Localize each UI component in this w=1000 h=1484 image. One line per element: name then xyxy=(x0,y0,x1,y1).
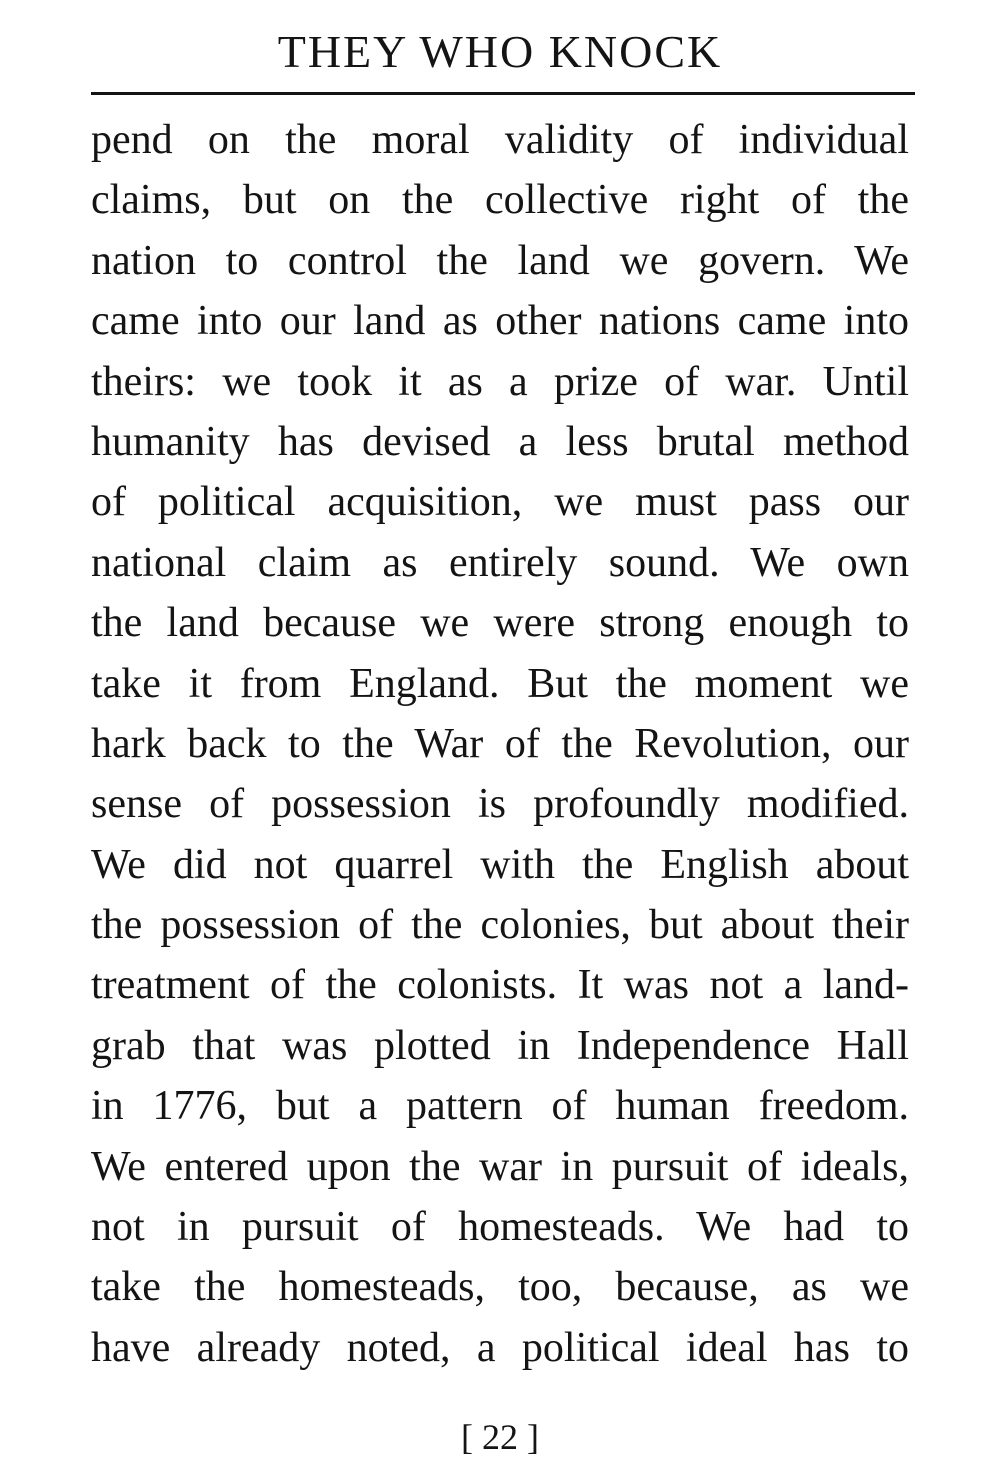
text-line: We entered upon the war in pursuit of ideals, xyxy=(91,1143,909,1190)
text-line: take it from England. But the moment we xyxy=(91,660,909,707)
text-line: national claim as entirely sound. We own xyxy=(91,539,909,586)
text-line: sense of possession is profoundly modified. xyxy=(91,781,909,828)
text-line: We did not quarrel with the English about xyxy=(91,841,909,888)
text-line: the possession of the colonies, but about their xyxy=(91,902,909,949)
text-line: humanity has devised a less brutal method xyxy=(91,418,909,465)
text-line: grab that was plotted in Independence Hall xyxy=(91,1022,909,1069)
page-number: [ 22 ] xyxy=(461,1417,539,1457)
text-line: take the homesteads, too, because, as we xyxy=(91,1264,909,1311)
text-line: came into our land as other nations came into xyxy=(91,298,909,345)
text-line: nation to control the land we govern. We xyxy=(91,237,909,284)
text-line: the land because we were strong enough to xyxy=(91,600,909,647)
text-line: treatment of the colonists. It was not a land- xyxy=(91,962,909,1009)
header-rule xyxy=(91,92,915,95)
text-line: not in pursuit of homesteads. We had to xyxy=(91,1204,909,1251)
body-text xyxy=(91,110,909,1378)
text-line: theirs: we took it as a prize of war. Until xyxy=(91,358,909,405)
text-line: hark back to the War of the Revolution, our xyxy=(91,720,909,767)
text-line: pend on the moral validity of individual xyxy=(91,117,909,163)
text-line: of political acquisition, we must pass our xyxy=(91,479,909,526)
text-line: have already noted, a political ideal has to xyxy=(91,1324,909,1371)
text-line: in 1776, but a pattern of human freedom. xyxy=(91,1083,909,1130)
text-line: claims, but on the collective right of the xyxy=(91,177,909,224)
running-head: THEY WHO KNOCK xyxy=(277,26,723,77)
